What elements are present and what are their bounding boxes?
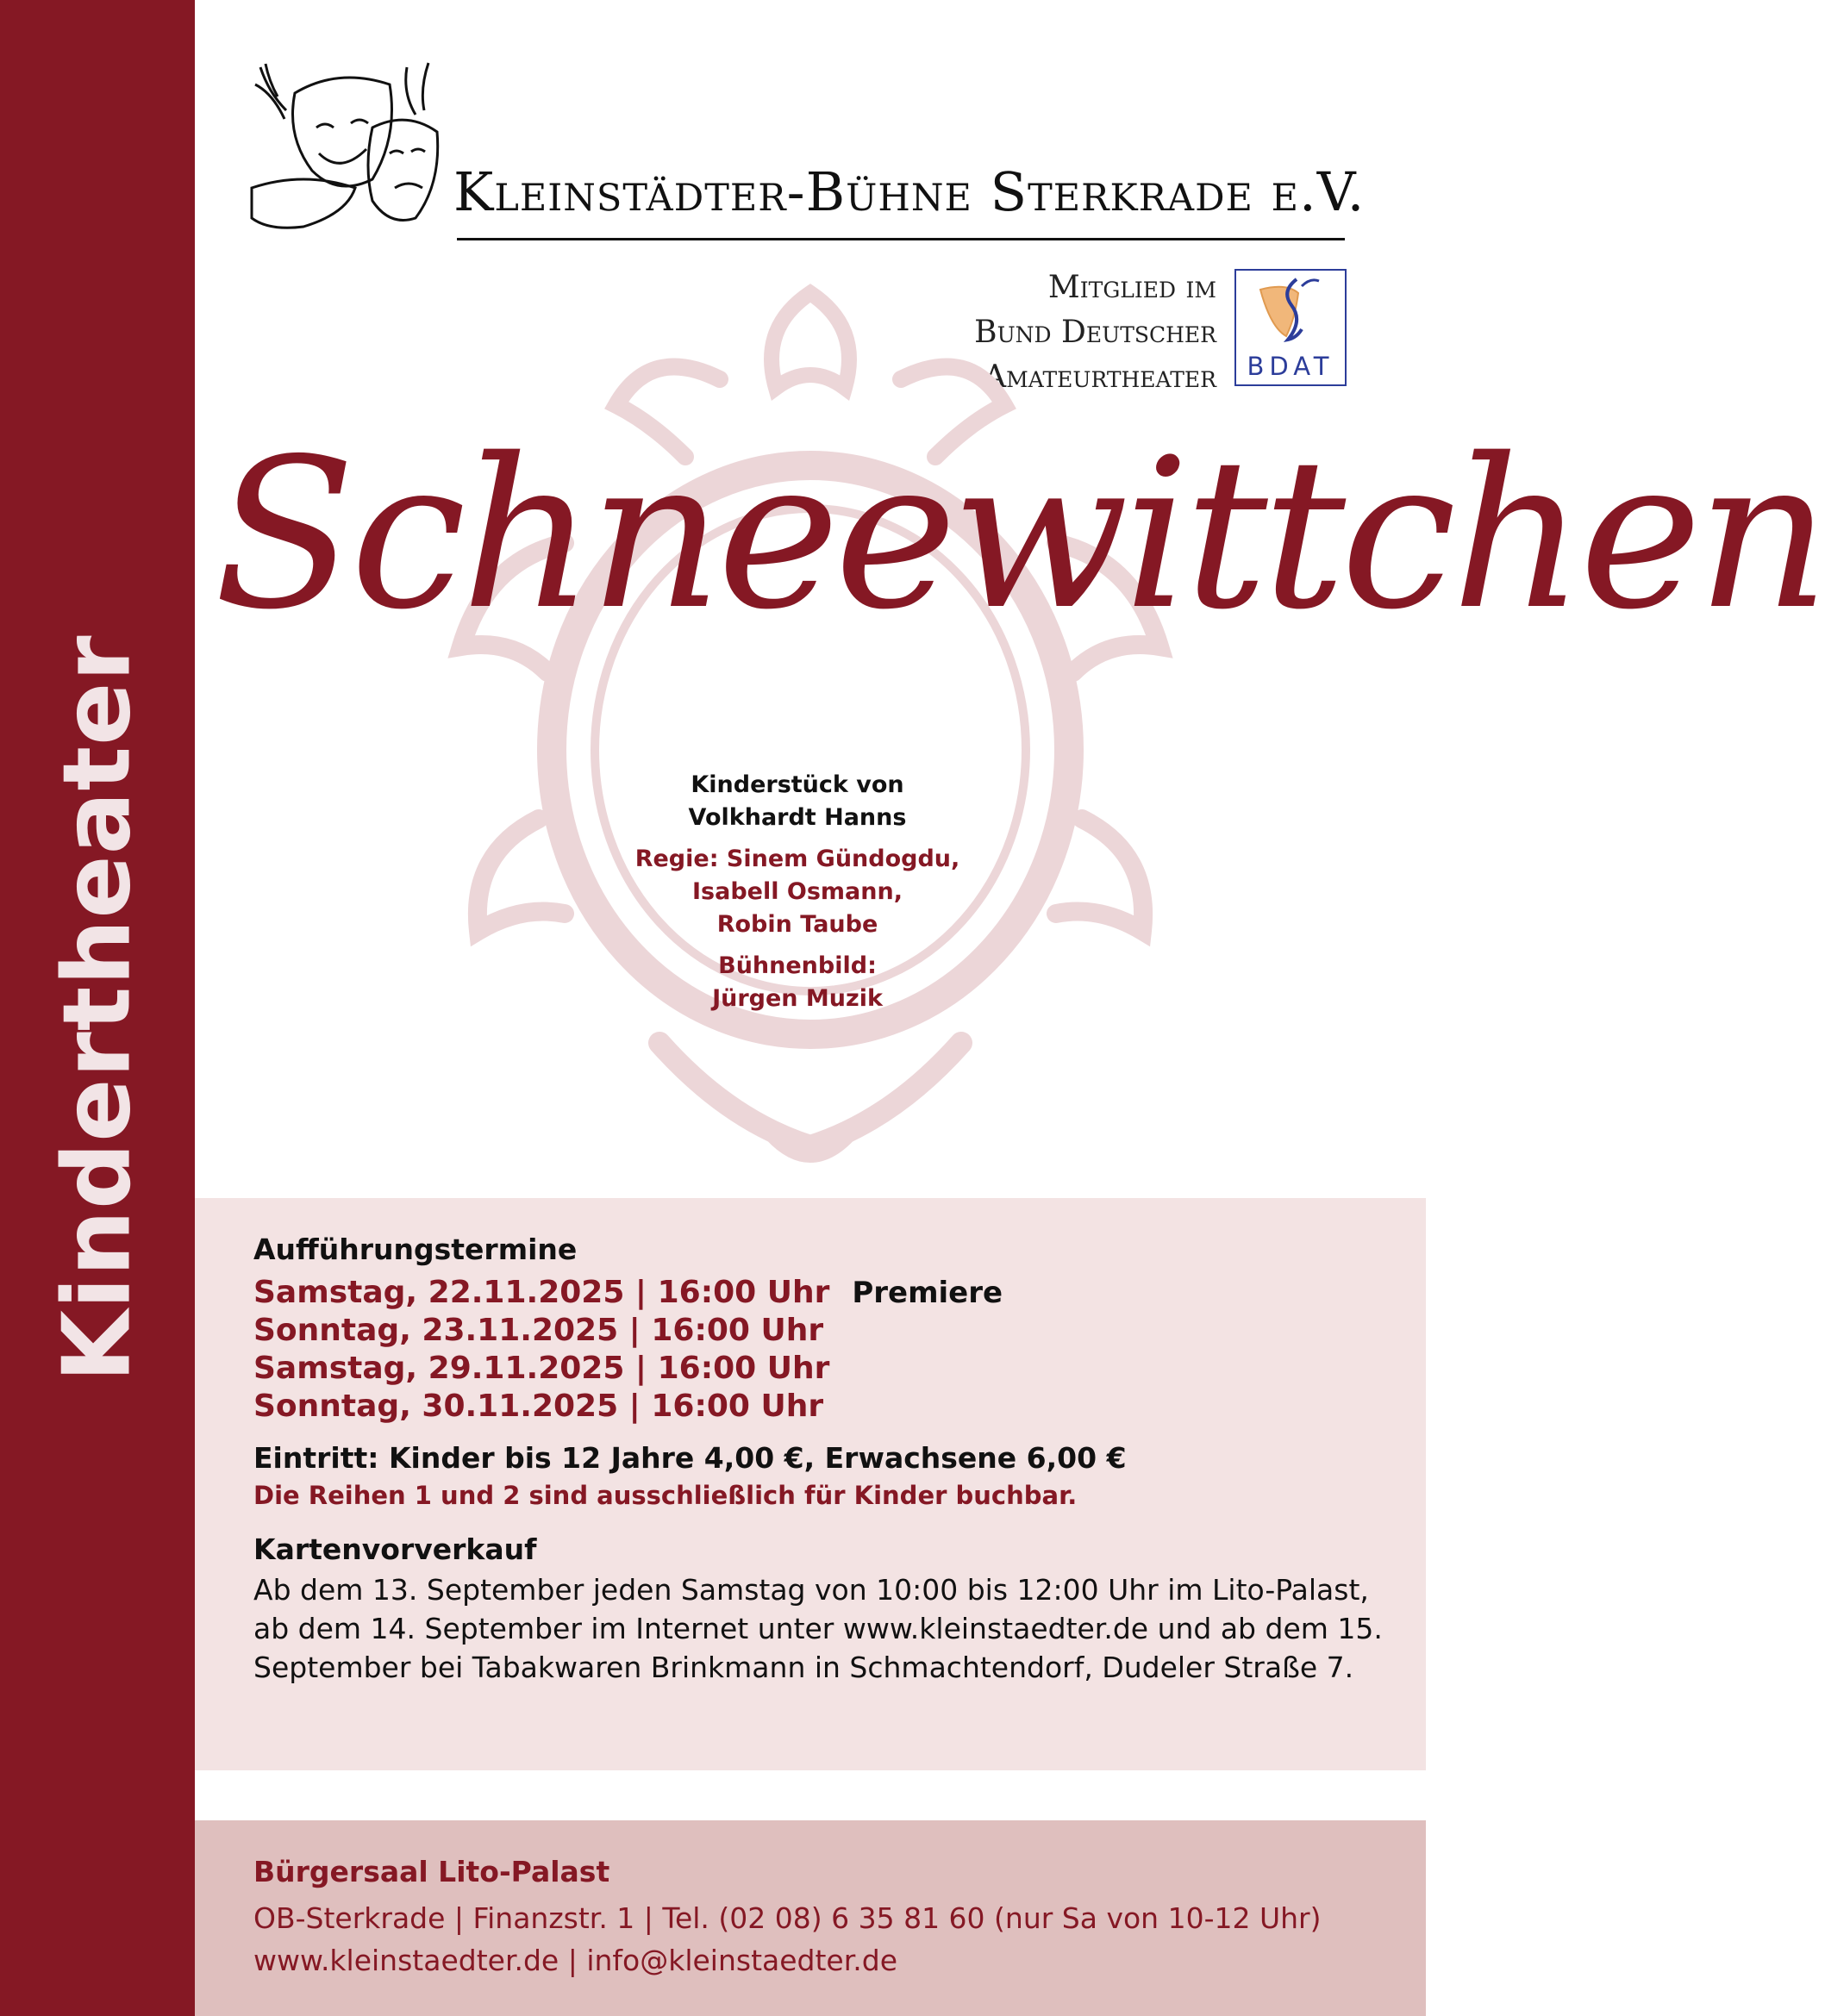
membership-line: Mitglied im [1047,270,1216,305]
schedule-item [253,1312,1003,1350]
info-panel [195,1198,1426,1770]
director-line: Regie: Sinem Gündogdu, [634,846,960,872]
schedule-heading: Aufführungstermine [253,1233,578,1266]
schedule-date: Samstag, 29.11.2025 | 16:00 Uhr [253,1351,830,1386]
schedule-item [253,1350,1003,1388]
admission-note: Die Reihen 1 und 2 sind ausschließlich für Kinder buchbar. [253,1481,1078,1510]
bdat-logo-text: BDAT [1247,352,1334,381]
membership-line: Amateurtheater [984,359,1216,395]
author-line: Volkhardt Hanns [688,804,907,831]
membership-line: Bund Deutscher [974,315,1216,350]
schedule-date: Sonntag, 30.11.2025 | 16:00 Uhr [253,1389,824,1424]
schedule-item [253,1388,1003,1426]
stage-design-line: Jürgen Muzik [712,985,883,1012]
venue-contact-links[interactable]: www.kleinstaedter.de | info@kleinstaedter.de [253,1944,897,1977]
schedule-list [253,1274,1003,1426]
venue-address: OB-Sterkrade | Finanzstr. 1 | Tel. (02 08) 6 35 81 60 (nur Sa von 10-12 Uhr) [253,1901,1322,1935]
author-line: Kinderstück von [691,771,904,798]
presale-heading: Kartenvorverkauf [253,1532,537,1566]
admission-prices: Eintritt: Kinder bis 12 Jahre 4,00 €, Erwachsene 6,00 € [253,1441,1127,1475]
venue-name: Bürgersaal Lito-Palast [253,1855,610,1888]
director-line: Robin Taube [716,911,878,938]
sidebar-label: Kindertheater [43,634,152,1382]
venue-footer [195,1820,1426,2016]
stage-design-line: Bühnenbild: [718,952,877,979]
play-credits [496,769,1099,1015]
play-title: Schneewittchen [214,414,1825,655]
premiere-label: Premiere [852,1276,1003,1310]
sidebar-band [0,0,195,2016]
schedule-item [253,1274,1003,1312]
bdat-logo [1234,269,1347,386]
theater-masks-icon [243,59,450,247]
schedule-date: Samstag, 22.11.2025 | 16:00 Uhr [253,1275,830,1310]
schedule-date: Sonntag, 23.11.2025 | 16:00 Uhr [253,1313,824,1348]
organization-name: Kleinstädter-Bühne Sterkrade e.V. [453,160,1366,223]
bdat-mask-icon [1236,271,1345,353]
presale-text: Ab dem 13. September jeden Samstag von 10:00 bis 12:00 Uhr im Lito-Palast, ab dem 14. September im Internet unter www.kleinstaedter.de und ab dem 15. September bei Tabakwaren Brinkmann in Schmachtendorf, Dudeler Straße 7. [253,1573,1383,1684]
director-line: Isabell Osmann, [692,878,903,905]
header-divider [457,238,1345,240]
